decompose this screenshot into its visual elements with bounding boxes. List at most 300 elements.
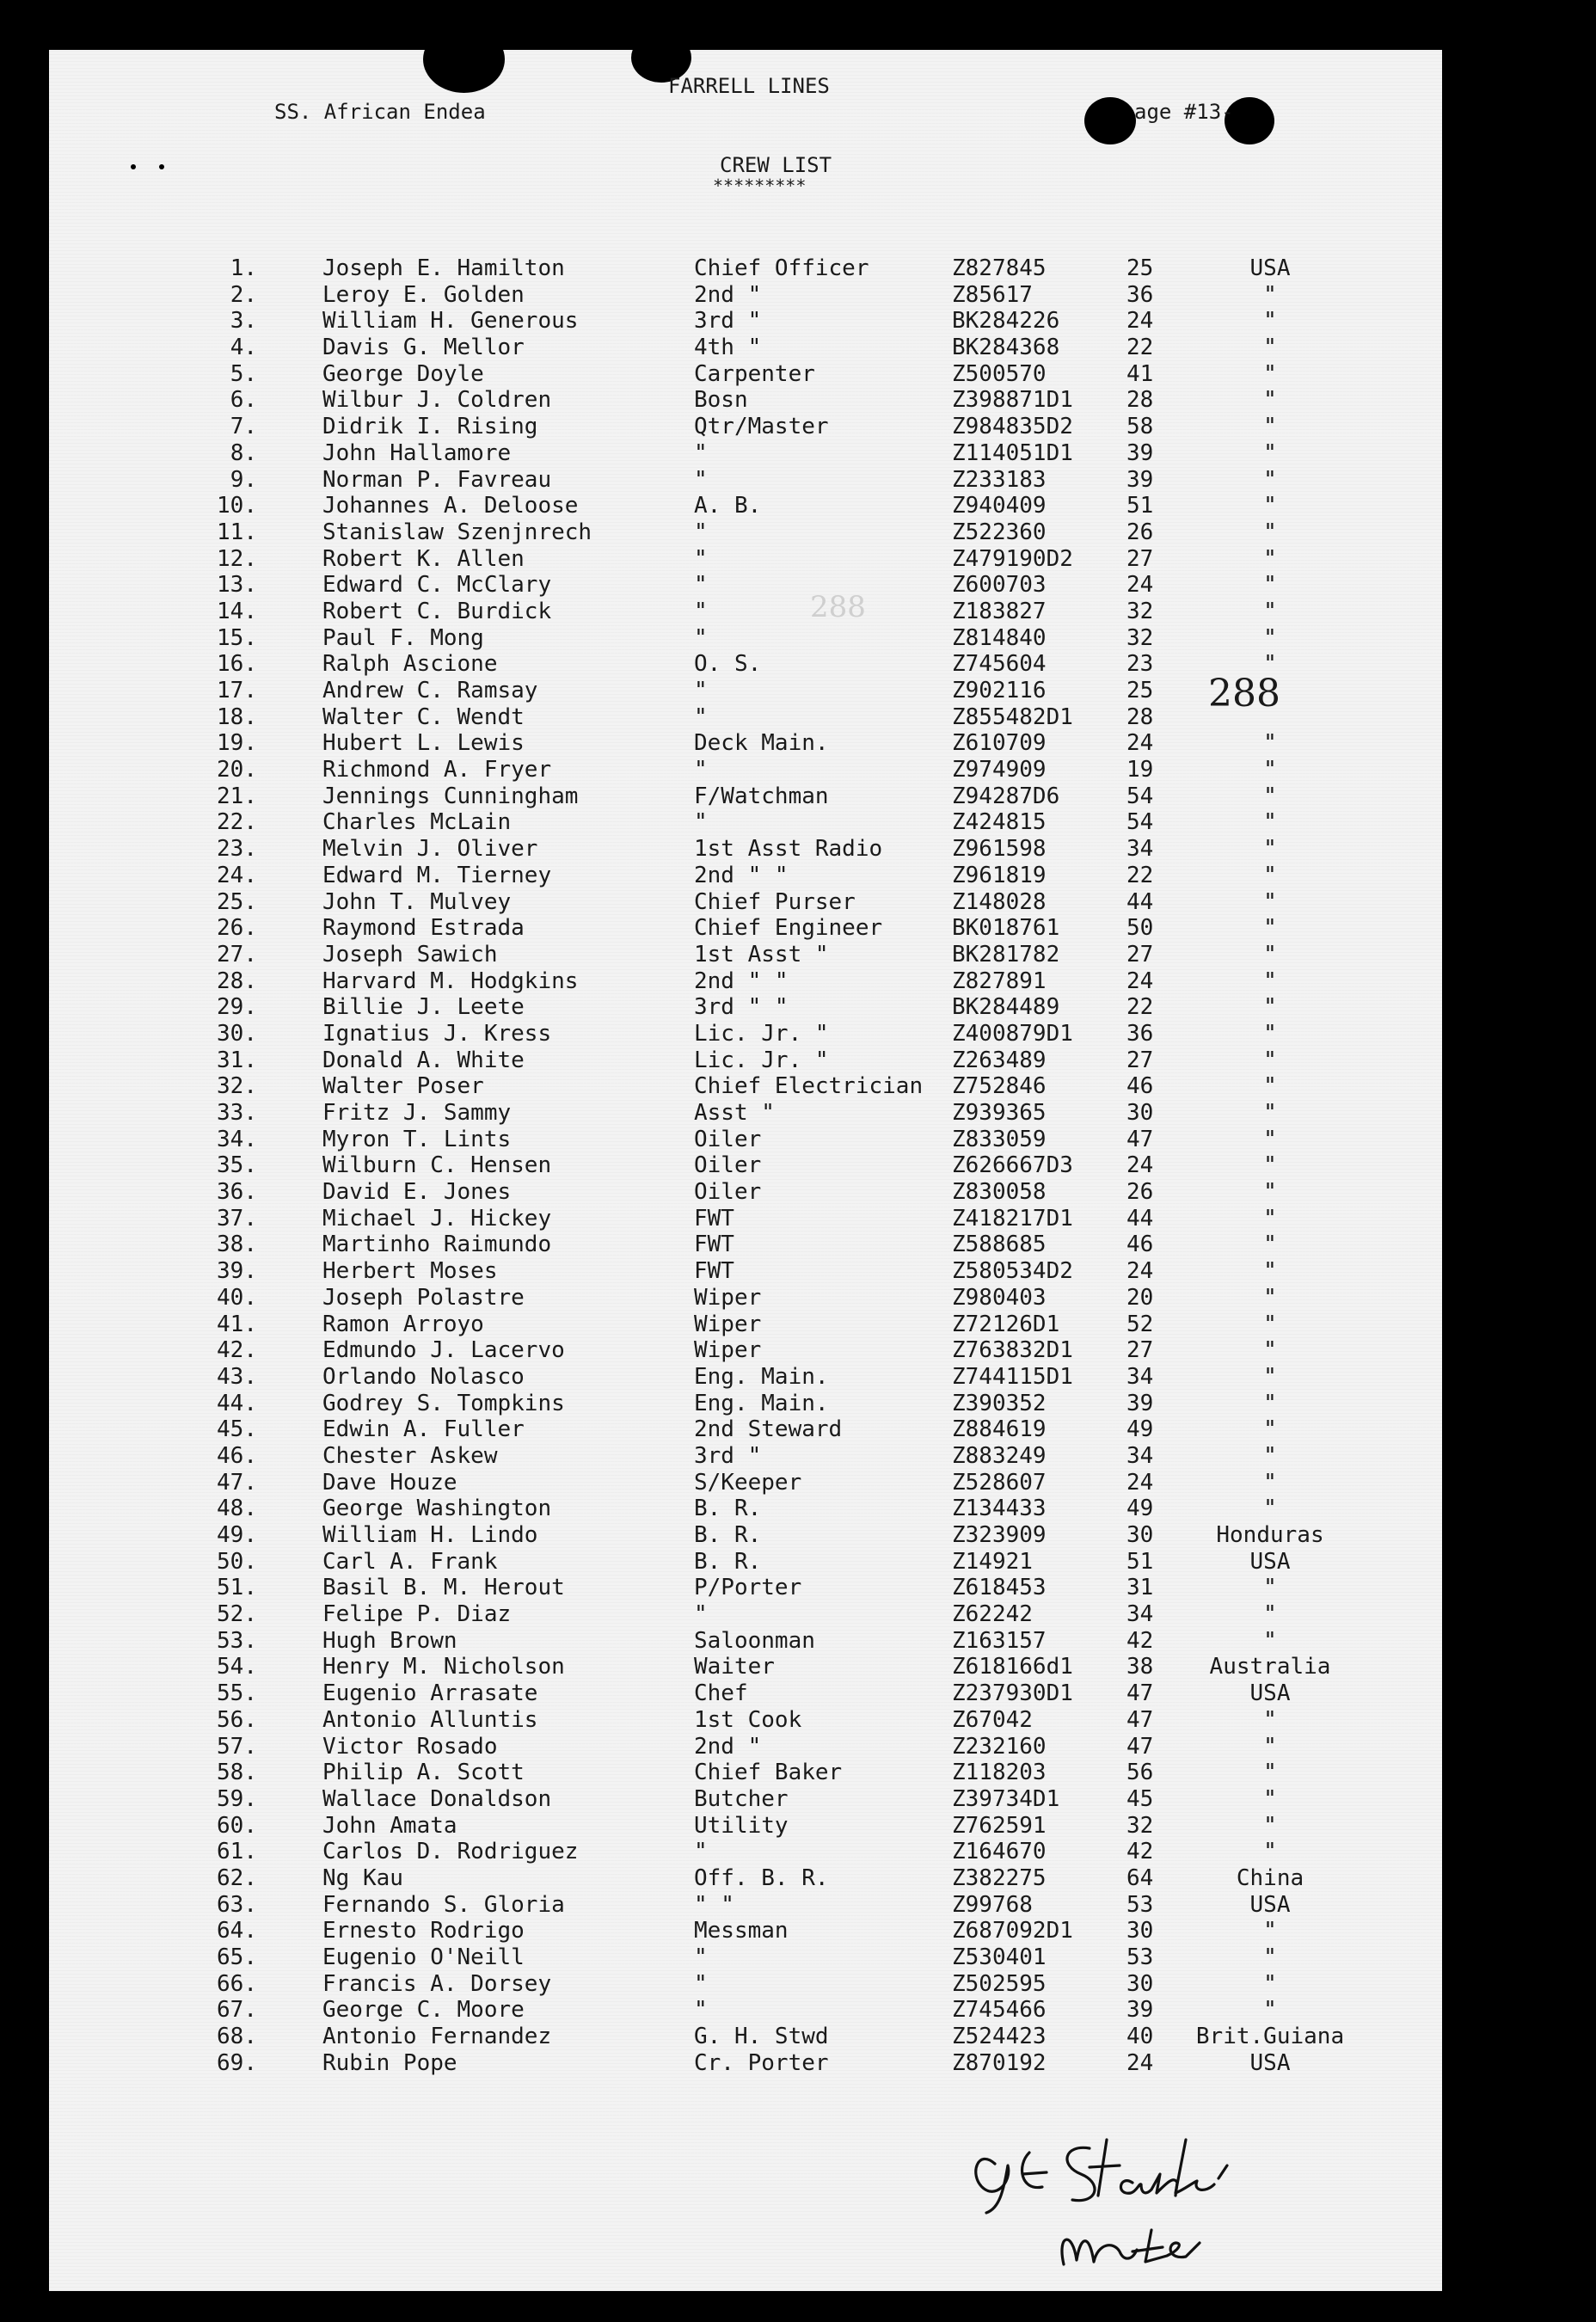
crew-rating: 2nd ": [694, 281, 762, 308]
crew-n: 48.: [217, 1496, 257, 1522]
crew-rating: Chief Baker: [694, 1760, 843, 1786]
crew-cert: Z687092D1: [952, 1918, 1073, 1944]
crew-age: 47: [1126, 1680, 1154, 1707]
crew-cert: Z884619: [952, 1416, 1047, 1443]
crew-rating: Chief Engineer: [694, 915, 883, 942]
crew-row: [49, 1734, 1442, 1760]
crew-nat: ": [1263, 1733, 1277, 1760]
crew-name: Eugenio Arrasate: [322, 1680, 538, 1707]
crew-n: 31.: [217, 1047, 257, 1073]
crew-n: 49.: [217, 1522, 257, 1548]
crew-age: 54: [1126, 809, 1154, 836]
crew-name: Ernesto Rodrigo: [322, 1918, 525, 1944]
crew-cert: Z974909: [952, 757, 1047, 783]
crew-age: 22: [1126, 335, 1154, 361]
crew-name: Victor Rosado: [322, 1733, 498, 1760]
crew-age: 28: [1126, 703, 1154, 730]
crew-nat: ": [1263, 1126, 1277, 1152]
crew-age: 32: [1126, 598, 1154, 624]
crew-cert: BK284368: [952, 335, 1060, 361]
crew-nat: ": [1263, 1944, 1277, 1970]
crew-row: [49, 1918, 1442, 1944]
crew-cert: Z502595: [952, 1970, 1047, 1997]
crew-nat: ": [1263, 1575, 1277, 1601]
crew-nat: ": [1263, 466, 1277, 493]
crew-nat: ": [1263, 1918, 1277, 1944]
crew-row: [49, 889, 1442, 916]
crew-cert: Z148028: [952, 888, 1047, 915]
crew-age: 49: [1126, 1496, 1154, 1522]
crew-row: [49, 1601, 1442, 1628]
crew-row: [49, 1944, 1442, 1971]
crew-name: Leroy E. Golden: [322, 281, 525, 308]
crew-rating: Eng. Main.: [694, 1390, 829, 1416]
crew-name: Rubin Pope: [322, 2049, 457, 2076]
crew-age: 25: [1126, 255, 1154, 281]
crew-nat: ": [1263, 1179, 1277, 1206]
crew-nat: Australia: [1209, 1654, 1331, 1680]
crew-rating: ": [694, 519, 708, 545]
crew-nat: ": [1263, 281, 1277, 308]
crew-row: [49, 467, 1442, 494]
crew-cert: Z528607: [952, 1469, 1047, 1496]
crew-rating: 2nd " ": [694, 968, 789, 994]
crew-row: [49, 1786, 1442, 1813]
crew-age: 51: [1126, 493, 1154, 519]
crew-age: 58: [1126, 414, 1154, 440]
crew-rating: Utility: [694, 1812, 789, 1839]
crew-rating: Cr. Porter: [694, 2049, 829, 2076]
stamp-number: 288: [1208, 672, 1280, 716]
crew-nat: ": [1263, 414, 1277, 440]
crew-n: 23.: [217, 836, 257, 863]
crew-cert: BK281782: [952, 941, 1060, 968]
crew-name: Fritz J. Sammy: [322, 1100, 512, 1126]
crew-age: 31: [1126, 1575, 1154, 1601]
crew-n: 44.: [217, 1390, 257, 1416]
crew-nat: ": [1263, 1839, 1277, 1865]
crew-age: 26: [1126, 519, 1154, 545]
crew-n: 28.: [217, 968, 257, 994]
crew-cert: Z580534D2: [952, 1258, 1073, 1285]
crew-age: 27: [1126, 545, 1154, 572]
crew-age: 19: [1126, 757, 1154, 783]
crew-rating: 3rd ": [694, 1442, 762, 1469]
crew-age: 24: [1126, 308, 1154, 335]
crew-cert: Z500570: [952, 360, 1047, 387]
crew-nat: ": [1263, 519, 1277, 545]
crew-rating: 3rd ": [694, 308, 762, 335]
crew-name: Edward M. Tierney: [322, 862, 552, 888]
crew-row: [49, 1285, 1442, 1312]
crew-row: [49, 625, 1442, 652]
crew-age: 36: [1126, 281, 1154, 308]
crew-age: 32: [1126, 1812, 1154, 1839]
crew-n: 7.: [230, 414, 257, 440]
crew-n: 29.: [217, 994, 257, 1021]
crew-name: Godrey S. Tompkins: [322, 1390, 565, 1416]
crew-rating: 3rd " ": [694, 994, 789, 1021]
crew-name: Herbert Moses: [322, 1258, 498, 1285]
crew-cert: BK284226: [952, 308, 1060, 335]
crew-cert: Z183827: [952, 598, 1047, 624]
crew-cert: Z522360: [952, 519, 1047, 545]
crew-age: 23: [1126, 651, 1154, 678]
crew-name: Basil B. M. Herout: [322, 1575, 565, 1601]
crew-row: [49, 1443, 1442, 1470]
crew-name: Andrew C. Ramsay: [322, 678, 538, 703]
crew-name: Chester Askew: [322, 1442, 498, 1469]
crew-rating: B. R.: [694, 1496, 762, 1522]
crew-n: 9.: [230, 466, 257, 493]
crew-cert: Z134433: [952, 1496, 1047, 1522]
crew-cert: Z62242: [952, 1601, 1033, 1628]
crew-row: [49, 1470, 1442, 1496]
crew-row: [49, 1654, 1442, 1680]
document-title: CREW LIST: [720, 153, 832, 177]
crew-cert: Z855482D1: [952, 703, 1073, 730]
crew-age: 20: [1126, 1284, 1154, 1311]
crew-n: 8.: [230, 439, 257, 466]
crew-row: [49, 1337, 1442, 1364]
crew-nat: ": [1263, 1812, 1277, 1839]
crew-name: Walter C. Wendt: [322, 703, 525, 730]
crew-cert: Z530401: [952, 1944, 1047, 1970]
crew-rating: Waiter: [694, 1654, 775, 1680]
crew-rating: ": [694, 1997, 708, 2024]
crew-nat: Brit.Guiana: [1195, 2024, 1345, 2050]
company-name: FARRELL LINES: [668, 74, 830, 98]
crew-name: Carlos D. Rodriguez: [322, 1839, 579, 1865]
crew-rating: ": [694, 598, 708, 624]
crew-name: Ralph Ascione: [322, 651, 498, 678]
crew-cert: Z762591: [952, 1812, 1047, 1839]
crew-cert: BK018761: [952, 915, 1060, 942]
crew-age: 56: [1126, 1760, 1154, 1786]
crew-age: 54: [1126, 783, 1154, 809]
crew-cert: Z164670: [952, 1839, 1047, 1865]
crew-rating: Lic. Jr. ": [694, 1020, 829, 1047]
crew-name: Eugenio O'Neill: [322, 1944, 525, 1970]
crew-row: [49, 1813, 1442, 1840]
crew-age: 22: [1126, 862, 1154, 888]
crew-age: 27: [1126, 941, 1154, 968]
title-underline: *********: [713, 175, 807, 196]
crew-n: 32.: [217, 1073, 257, 1100]
crew-name: Antonio Alluntis: [322, 1706, 538, 1733]
crew-rating: Chef: [694, 1680, 748, 1707]
crew-name: Henry M. Nicholson: [322, 1654, 565, 1680]
crew-age: 40: [1126, 2024, 1154, 2050]
crew-name: Robert K. Allen: [322, 545, 525, 572]
crew-row: [49, 942, 1442, 968]
crew-n: 15.: [217, 624, 257, 651]
crew-n: 27.: [217, 941, 257, 968]
crew-age: 24: [1126, 1469, 1154, 1496]
crew-n: 4.: [230, 335, 257, 361]
crew-cert: Z118203: [952, 1760, 1047, 1786]
crew-name: John Amata: [322, 1812, 457, 1839]
crew-cert: Z323909: [952, 1522, 1047, 1548]
crew-nat: ": [1263, 1337, 1277, 1364]
crew-cert: Z85617: [952, 281, 1033, 308]
crew-n: 24.: [217, 862, 257, 888]
crew-row: [49, 730, 1442, 757]
crew-n: 38.: [217, 1232, 257, 1258]
crew-name: Ignatius J. Kress: [322, 1020, 552, 1047]
crew-age: 46: [1126, 1232, 1154, 1258]
crew-n: 58.: [217, 1760, 257, 1786]
crew-cert: Z814840: [952, 624, 1047, 651]
crew-rating: B. R.: [694, 1548, 762, 1575]
crew-rating: Wiper: [694, 1337, 762, 1364]
crew-cert: Z980403: [952, 1284, 1047, 1311]
crew-nat: ": [1263, 809, 1277, 836]
crew-age: 34: [1126, 836, 1154, 863]
crew-rating: Off. B. R.: [694, 1864, 829, 1891]
crew-n: 64.: [217, 1918, 257, 1944]
crew-rating: ": [694, 1944, 708, 1970]
crew-name: Joseph E. Hamilton: [322, 255, 565, 281]
crew-cert: Z744115D1: [952, 1363, 1073, 1390]
crew-age: 24: [1126, 572, 1154, 599]
crew-n: 61.: [217, 1839, 257, 1865]
crew-name: Wallace Donaldson: [322, 1785, 552, 1812]
crew-rating: S/Keeper: [694, 1469, 802, 1496]
crew-cert: Z382275: [952, 1864, 1047, 1891]
crew-rating: G. H. Stwd: [694, 2024, 829, 2050]
crew-name: Ramon Arroyo: [322, 1311, 484, 1337]
crew-rating: Lic. Jr. ": [694, 1047, 829, 1073]
crew-n: 13.: [217, 572, 257, 599]
crew-nat: ": [1263, 598, 1277, 624]
crew-row: [49, 255, 1442, 282]
crew-rating: ": [694, 545, 708, 572]
crew-rating: Saloonman: [694, 1627, 815, 1654]
crew-row: [49, 1522, 1442, 1549]
crew-rating: A. B.: [694, 493, 762, 519]
crew-cert: Z830058: [952, 1179, 1047, 1206]
crew-nat: ": [1263, 783, 1277, 809]
crew-cert: Z827891: [952, 968, 1047, 994]
crew-cert: Z233183: [952, 466, 1047, 493]
crew-nat: ": [1263, 968, 1277, 994]
crew-rating: ": [694, 439, 708, 466]
crew-cert: Z39734D1: [952, 1785, 1060, 1812]
crew-rating: FWT: [694, 1205, 734, 1232]
crew-nat: USA: [1249, 1680, 1291, 1707]
crew-name: Martinho Raimundo: [322, 1232, 552, 1258]
crew-age: 41: [1126, 360, 1154, 387]
crew-name: Charles McLain: [322, 809, 512, 836]
crew-row: [49, 546, 1442, 573]
crew-cert: Z400879D1: [952, 1020, 1073, 1047]
crew-age: 42: [1126, 1839, 1154, 1865]
crew-cert: Z424815: [952, 809, 1047, 836]
crew-name: John T. Mulvey: [322, 888, 512, 915]
crew-n: 43.: [217, 1363, 257, 1390]
crew-cert: Z610709: [952, 730, 1047, 757]
crew-row: [49, 1206, 1442, 1232]
crew-nat: ": [1263, 1496, 1277, 1522]
crew-nat: ": [1263, 572, 1277, 599]
crew-row: [49, 1628, 1442, 1655]
speck: [131, 164, 136, 169]
crew-age: 44: [1126, 1205, 1154, 1232]
crew-age: 26: [1126, 1179, 1154, 1206]
crew-row: [49, 308, 1442, 335]
crew-name: Dave Houze: [322, 1469, 457, 1496]
speck: [159, 164, 164, 169]
crew-row: [49, 599, 1442, 625]
crew-row: [49, 361, 1442, 388]
crew-row: [49, 1391, 1442, 1417]
crew-name: Orlando Nolasco: [322, 1363, 525, 1390]
crew-row: [49, 1549, 1442, 1576]
crew-nat: ": [1263, 1152, 1277, 1179]
crew-n: 40.: [217, 1284, 257, 1311]
crew-row: [49, 1073, 1442, 1100]
crew-n: 22.: [217, 809, 257, 836]
crew-rating: ": [694, 624, 708, 651]
crew-rating: Deck Main.: [694, 730, 829, 757]
crew-name: David E. Jones: [322, 1179, 512, 1206]
crew-rating: FWT: [694, 1258, 734, 1285]
crew-nat: ": [1263, 545, 1277, 572]
crew-n: 35.: [217, 1152, 257, 1179]
crew-row: [49, 994, 1442, 1021]
crew-age: 39: [1126, 1390, 1154, 1416]
crew-nat: ": [1263, 1020, 1277, 1047]
crew-n: 51.: [217, 1575, 257, 1601]
crew-row: [49, 572, 1442, 599]
crew-age: 46: [1126, 1073, 1154, 1100]
crew-cert: Z67042: [952, 1706, 1033, 1733]
crew-rating: Oiler: [694, 1126, 762, 1152]
crew-row: [49, 836, 1442, 863]
crew-name: Wilbur J. Coldren: [322, 387, 552, 414]
crew-n: 69.: [217, 2049, 257, 2076]
crew-cert: Z961598: [952, 836, 1047, 863]
crew-row: [49, 1100, 1442, 1127]
crew-age: 38: [1126, 1654, 1154, 1680]
crew-rating: ": [694, 678, 708, 703]
crew-cert: Z263489: [952, 1047, 1047, 1073]
crew-nat: ": [1263, 994, 1277, 1021]
crew-cert: Z588685: [952, 1232, 1047, 1258]
crew-rating: Qtr/Master: [694, 414, 829, 440]
crew-row: [49, 1152, 1442, 1179]
crew-age: 51: [1126, 1548, 1154, 1575]
voyage-number: age #13-: [1134, 100, 1234, 124]
crew-n: 21.: [217, 783, 257, 809]
crew-name: Richmond A. Fryer: [322, 757, 552, 783]
crew-n: 67.: [217, 1997, 257, 2024]
crew-nat: ": [1263, 888, 1277, 915]
crew-n: 65.: [217, 1944, 257, 1970]
crew-n: 30.: [217, 1020, 257, 1047]
crew-row: [49, 2050, 1442, 2077]
crew-row: [49, 1760, 1442, 1786]
crew-n: 60.: [217, 1812, 257, 1839]
crew-rating: ": [694, 1839, 708, 1865]
crew-age: 30: [1126, 1522, 1154, 1548]
crew-name: Antonio Fernandez: [322, 2024, 552, 2050]
crew-cert: Z479190D2: [952, 545, 1073, 572]
crew-n: 55.: [217, 1680, 257, 1707]
crew-nat: ": [1263, 941, 1277, 968]
crew-rating: Eng. Main.: [694, 1363, 829, 1390]
crew-n: 53.: [217, 1627, 257, 1654]
crew-n: 50.: [217, 1548, 257, 1575]
ship-name: SS. African Endea: [274, 100, 486, 124]
crew-nat: ": [1263, 387, 1277, 414]
crew-cert: Z398871D1: [952, 387, 1073, 414]
crew-nat: ": [1263, 1601, 1277, 1628]
crew-age: 24: [1126, 730, 1154, 757]
crew-age: 30: [1126, 1100, 1154, 1126]
crew-age: 24: [1126, 1258, 1154, 1285]
crew-row: [49, 678, 1442, 704]
crew-row: [49, 414, 1442, 440]
crew-rating: 2nd Steward: [694, 1416, 843, 1443]
crew-name: Fernando S. Gloria: [322, 1891, 565, 1918]
crew-age: 34: [1126, 1442, 1154, 1469]
crew-cert: Z163157: [952, 1627, 1047, 1654]
crew-name: Stanislaw Szenjnrech: [322, 519, 592, 545]
crew-age: 47: [1126, 1706, 1154, 1733]
crew-row: [49, 1575, 1442, 1601]
crew-rating: 1st Asst ": [694, 941, 829, 968]
crew-name: Hugh Brown: [322, 1627, 457, 1654]
crew-row: [49, 915, 1442, 942]
crew-nat: ": [1263, 1363, 1277, 1390]
crew-nat: ": [1263, 1311, 1277, 1337]
crew-row: [49, 1047, 1442, 1074]
crew-row: [49, 1865, 1442, 1892]
crew-age: 34: [1126, 1363, 1154, 1390]
crew-nat: ": [1263, 1232, 1277, 1258]
crew-n: 33.: [217, 1100, 257, 1126]
crew-age: 53: [1126, 1891, 1154, 1918]
crew-n: 17.: [217, 678, 257, 703]
crew-row: [49, 335, 1442, 361]
crew-row: [49, 1839, 1442, 1865]
crew-rating: Chief Purser: [694, 888, 856, 915]
crew-age: 27: [1126, 1047, 1154, 1073]
crew-name: Melvin J. Oliver: [322, 836, 538, 863]
crew-age: 27: [1126, 1337, 1154, 1364]
crew-n: 2.: [230, 281, 257, 308]
crew-row: [49, 1496, 1442, 1522]
crew-table: [49, 255, 1442, 2076]
crew-nat: ": [1263, 493, 1277, 519]
crew-row: [49, 968, 1442, 995]
crew-rating: ": [694, 809, 708, 836]
crew-cert: Z14921: [952, 1548, 1033, 1575]
crew-name: Edwin A. Fuller: [322, 1416, 525, 1443]
crew-n: 14.: [217, 598, 257, 624]
crew-nat: ": [1263, 836, 1277, 863]
crew-n: 36.: [217, 1179, 257, 1206]
crew-row: [49, 1971, 1442, 1998]
crew-name: Edmundo J. Lacervo: [322, 1337, 565, 1364]
crew-name: Michael J. Hickey: [322, 1205, 552, 1232]
crew-cert: Z99768: [952, 1891, 1033, 1918]
crew-cert: Z618453: [952, 1575, 1047, 1601]
crew-age: 39: [1126, 1997, 1154, 2024]
crew-rating: ": [694, 466, 708, 493]
